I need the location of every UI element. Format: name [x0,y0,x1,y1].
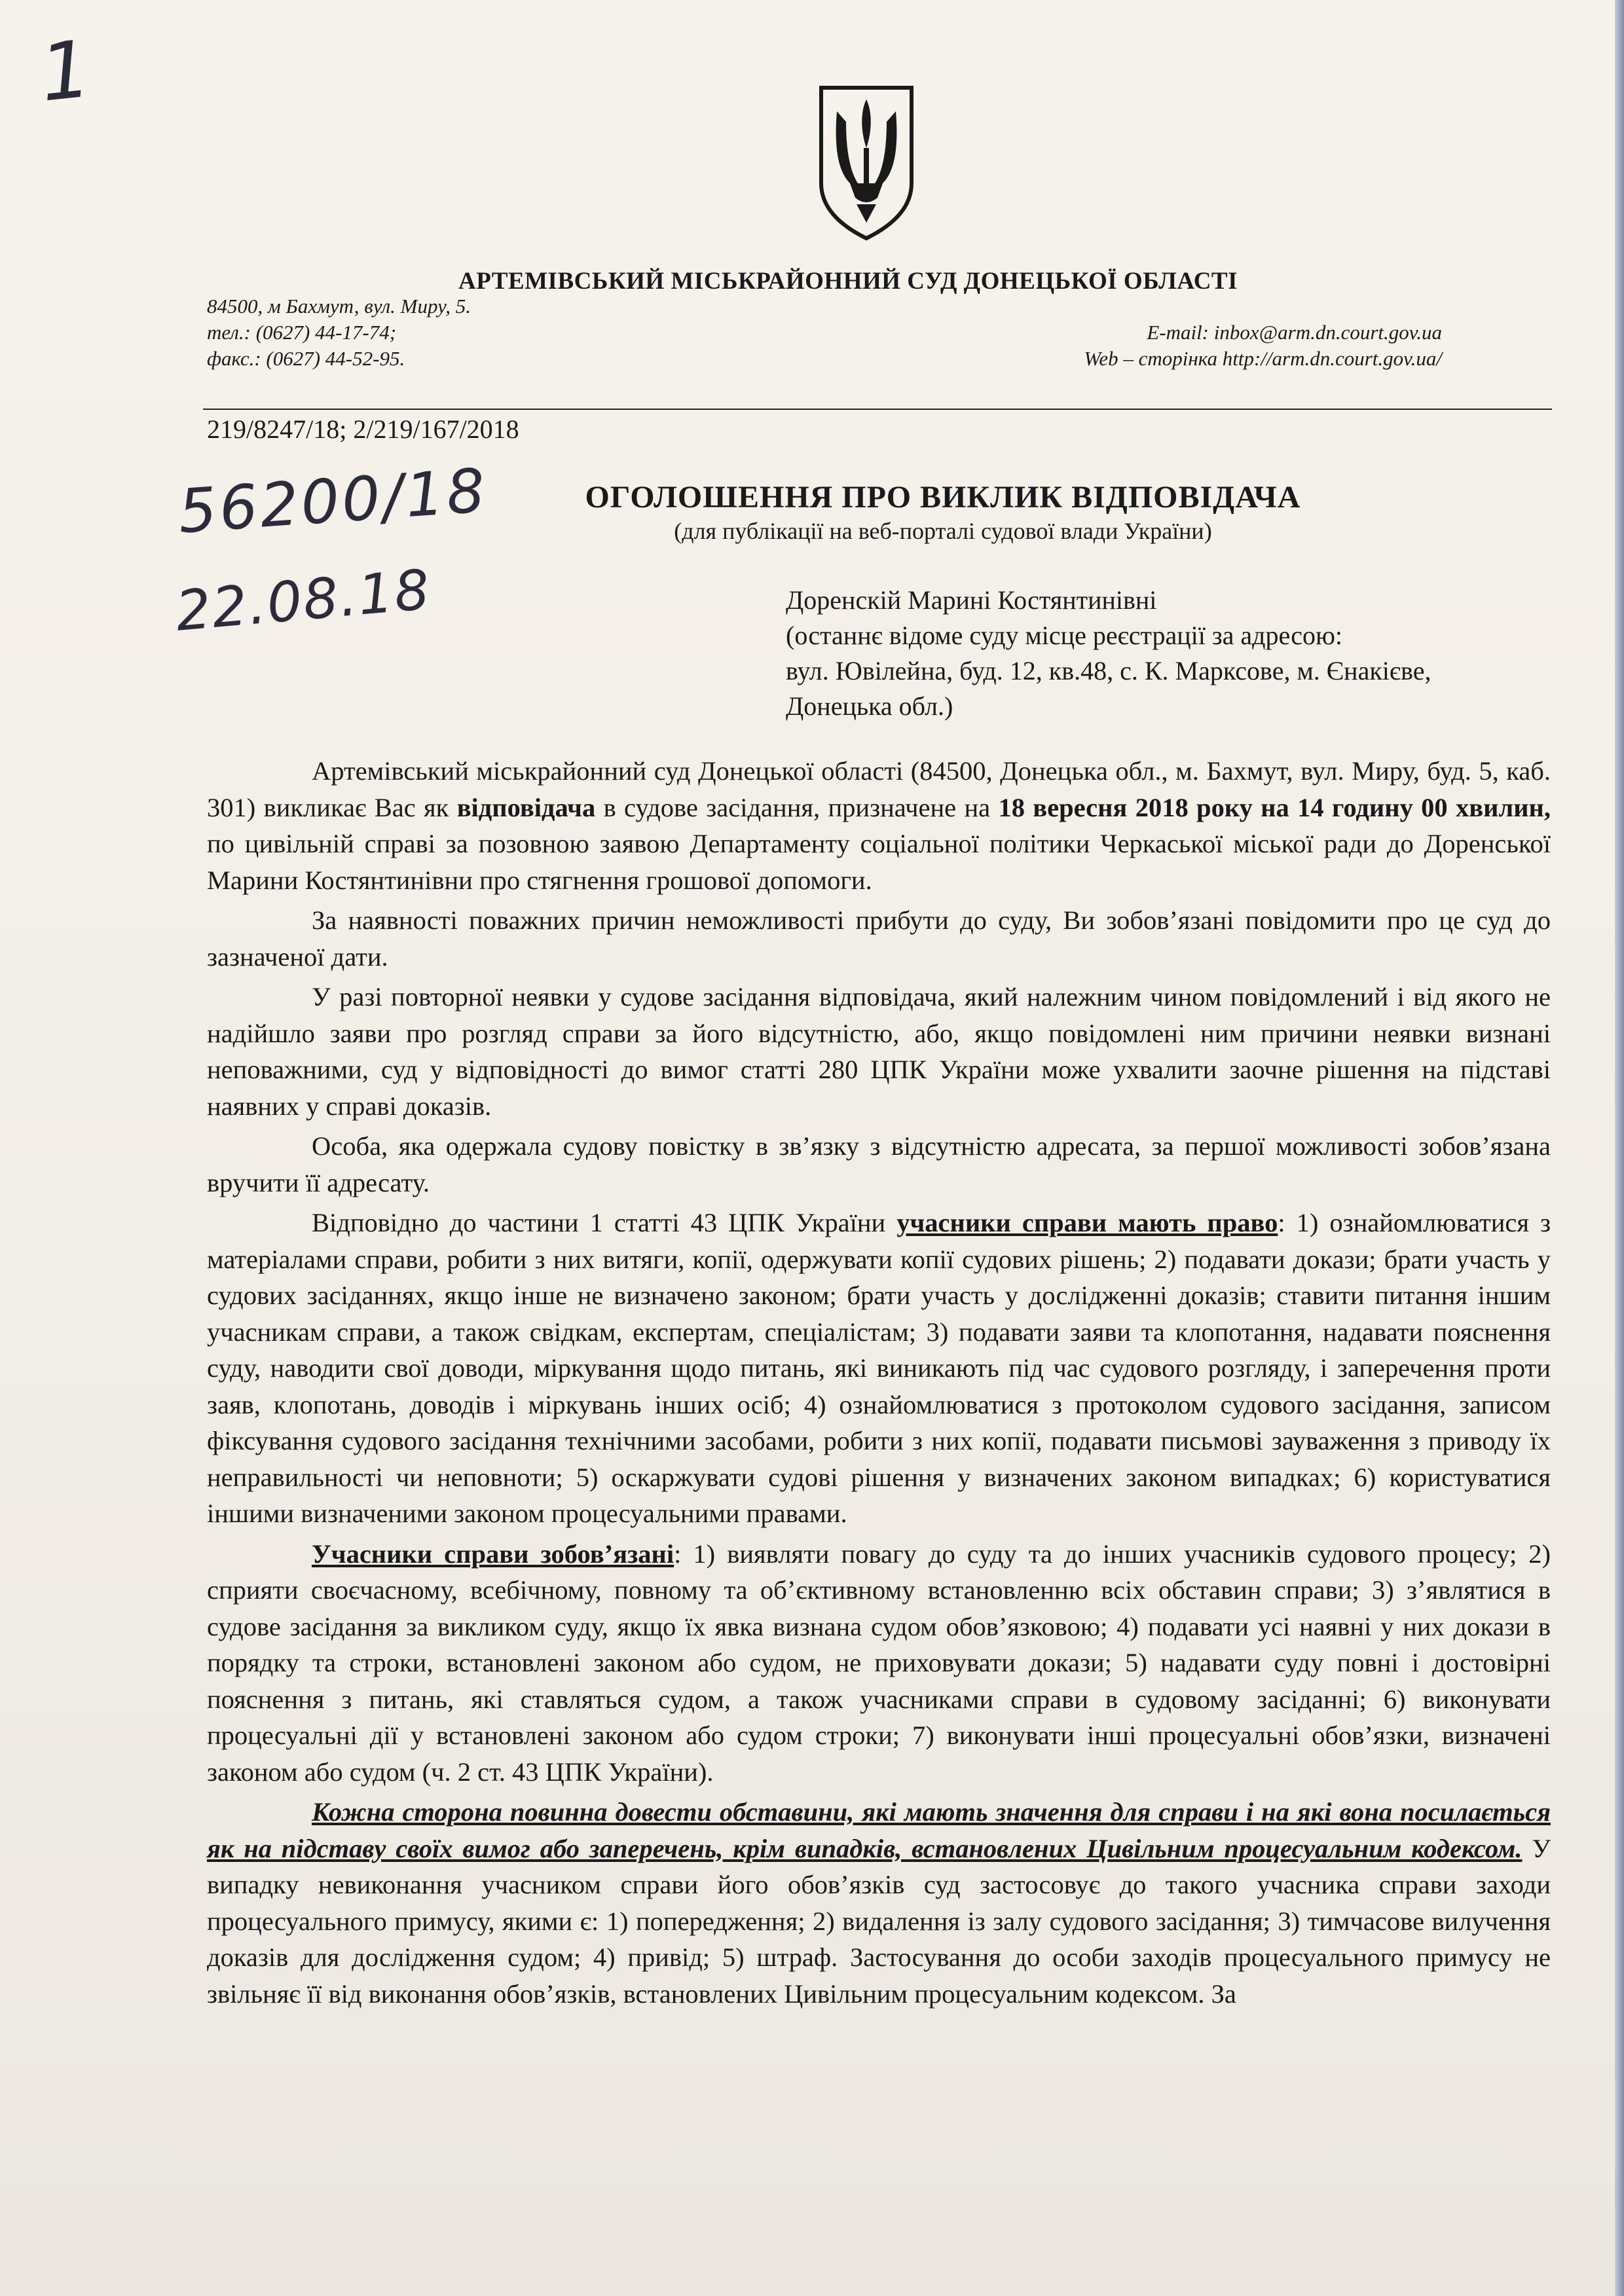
court-name: АРТЕМІВСЬКИЙ МІСЬКРАЙОННИЙ СУД ДОНЕЦЬКОЇ ОБЛАСТІ [458,268,1238,295]
announcement-body [207,753,1551,2016]
addressee-address-line: вул. Ювілейна, буд. 12, кв.48, с. К. Марксове, м. Єнакієве, [786,656,1431,685]
paragraph-notify: За наявності поважних причин неможливості прибути до суду, Ви зобов’язані повідомити про це суд до зазначеної дати. [207,905,1551,972]
court-contacts-left [207,293,471,372]
addressee-address-line: (останнє відоме суду місце реєстрації за адресою: [786,621,1343,650]
announcement-subtitle: (для публікації на веб-порталі судової влади України) [674,518,1212,544]
trident-coat-of-arms-icon [817,85,915,241]
paragraph-summons: Артемівський міськрайонний суд Донецької області (84500, Донецька обл., м. Бахмут, вул. Миру, буд. 5, каб. 301) викликає Вас як відповідача в судове засідання, призначене на 18 вересня 2018 року на 14 годину 00 хвилин, по цивільній справі за позовною заявою Департаменту соціальної політики Черкаської міської ради до Доренської Марини Костянтинівни про стягнення грошової допомоги. [207,756,1551,895]
court-address: 84500, м Бахмут, вул. Миру, 5. [207,295,471,318]
header-divider [203,409,1552,410]
addressee-block [786,583,1431,724]
court-email: E-mail: inbox@arm.dn.court.gov.ua [1147,321,1442,344]
handwritten-registration-number: 56200/18 [175,455,490,547]
handwritten-registration-date: 22.08.18 [173,557,434,644]
court-fax: факс.: (0627) 44-52-95. [207,347,405,370]
addressee-address-line: Донецька обл.) [786,691,953,721]
court-contacts-right [997,319,1442,372]
paragraph-service: Особа, яка одержала судову повістку в зв’язку з відсутністю адресата, за першої можливості зобов’язана вручити її адресату. [207,1131,1551,1197]
addressee-name: Доренскій Марині Костянтинівні [786,585,1157,615]
scan-edge [1615,0,1624,2296]
court-phone: тел.: (0627) 44-17-74; [207,321,397,344]
paragraph-duties: Учасники справи зобов’язані: 1) виявляти повагу до суду та до інших учасників судового процесу; 2) сприяти своєчасному, всебічному, повному та об’єктивному встановленню всіх обставин справи; 3) з’являтися в судове засідання за викликом суду, якщо їх явка визнана судом обов’язковою; 4) подавати усі наявні у них докази в порядку та строки, встановлені законом або судом, не приховувати докази; 5) надавати суду повні і достовірні пояснення з питань, які ставляться судом, а також учасниками справи в судовому засіданні; 6) виконувати процесуальні дії у встановлені законом або судом строки; 7) виконувати інші процесуальні обов’язки, визначені законом або судом (ч. 2 ст. 43 ЦПК України). [207,1539,1551,1787]
handwritten-page-mark: 1 [35,24,96,120]
paragraph-default-judgment: У разі повторної неявки у судове засідання відповідача, який належним чином повідомлений і від якого не надійшло заяви про розгляд справи за його відсутністю, або, якщо повідомлені ним причини неявки визнані неповажними, суд у відповідності до вимог статті 280 ЦПК України може ухвалити заочне рішення на підставі наявних у справі доказів. [207,982,1551,1121]
court-web: Web – сторінка http://arm.dn.court.gov.ua/ [1084,347,1442,370]
paragraph-rights: Відповідно до частини 1 статті 43 ЦПК України учасники справи мають право: 1) ознайомлюватися з матеріалами справи, робити з них витяги, копії, одержувати копії судових рішень; 2) подавати докази; брати участь у судових засіданнях, якщо інше не визначено законом; брати участь у дослідженні доказів; ставити питання іншим учасникам справи, а також свідкам, експертам, спеціалістам; 3) подавати заяви та клопотання, надавати пояснення суду, наводити свої доводи, міркування щодо питань, які виникають під час судового розгляду, і заперечення проти заяв, клопотань, доводів і міркувань інших осіб; 4) ознайомлюватися з протоколом судового засідання, записом фіксування судового засідання технічними засобами, робити з них копії, подавати письмові зауваження з приводу їх неправильності чи неповноти; 5) оскаржувати судові рішення у визначених законом випадках; 6) користуватися іншими визначеними законом процесуальними правами. [207,1208,1551,1528]
paragraph-burden-of-proof: Кожна сторона повинна довести обставини, які мають значення для справи і на які вона посилається як на підставу своїх вимог або заперечень, крім випадків, встановлених Цивільним процесуальним кодексом. У випадку невиконання учасником справи його обов’язків суд застосовує до такого учасника справи заходи процесуального примусу, якими є: 1) попередження; 2) видалення із залу судового засідання; 3) тимчасове вилучення доказів для дослідження судом; 4) привід; 5) штраф. Застосування до особи заходів процесуального примусу не звільняє її від виконання обов’язків, встановлених Цивільним процесуальним кодексом. За [207,1797,1551,2009]
case-number: 219/8247/18; 2/219/167/2018 [207,414,519,444]
announcement-title: ОГОЛОШЕННЯ ПРО ВИКЛИК ВІДПОВІДАЧА [585,480,1301,515]
